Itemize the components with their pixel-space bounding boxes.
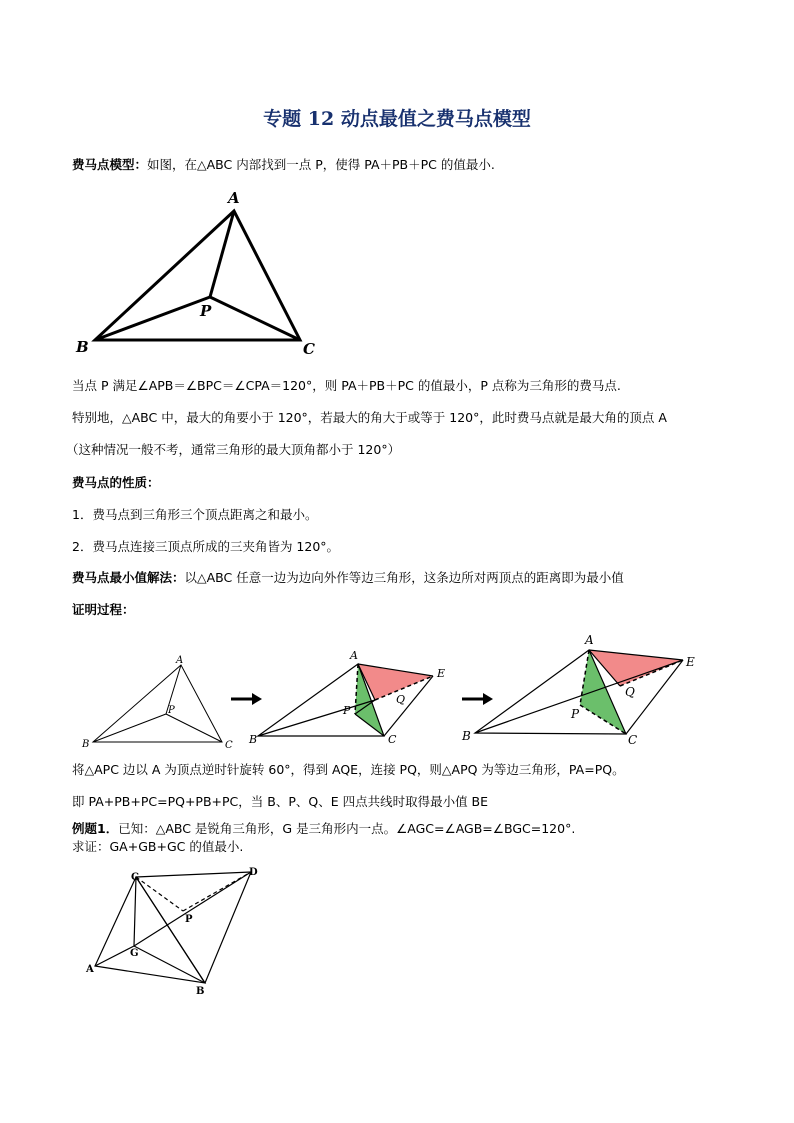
property-item-1: 1．费马点到三角形三个顶点距离之和最小。 <box>72 507 318 522</box>
svg-text:P: P <box>343 704 351 717</box>
segment-pb <box>95 297 210 340</box>
special-case-line: 特别地，△ABC 中，最大的角要小于 120°，若最大的角大于或等于 120°，此时费马点就是最大角的顶点 A <box>72 410 667 425</box>
svg-text:B: B <box>82 739 90 750</box>
label-a: A <box>228 189 240 207</box>
segment-pc <box>210 297 300 340</box>
svg-text:G: G <box>130 948 139 959</box>
arrow-icon-1 <box>231 693 262 705</box>
condition-line: 当点 P 满足∠APB＝∠BPC＝∠CPA＝120°，则 PA＋PB＋PC 的值最小，P 点称为三角形的费马点. <box>72 378 621 393</box>
svg-text:Q: Q <box>396 693 406 706</box>
svg-text:B: B <box>196 986 205 997</box>
proof-figure-b <box>248 649 445 746</box>
example-paragraph <box>72 820 575 838</box>
svg-text:E: E <box>686 655 695 669</box>
note-line: （这种情况一般不考，通常三角形的最大顶角都小于 120°） <box>66 442 401 457</box>
page-title: 专题 12 动点最值之费马点模型 <box>263 108 531 130</box>
svg-text:A: A <box>350 649 358 662</box>
svg-text:P: P <box>185 914 193 925</box>
proof-heading: 证明过程： <box>72 602 135 617</box>
svg-text:E: E <box>437 667 446 680</box>
label-p: P <box>200 302 212 320</box>
svg-text:D: D <box>249 867 258 878</box>
svg-text:C: C <box>131 872 139 883</box>
intro-label: 费马点模型： <box>72 157 148 172</box>
proof-figure-a <box>81 655 233 751</box>
svg-text:A: A <box>86 964 94 975</box>
label-c: C <box>303 340 315 358</box>
svg-text:Q: Q <box>625 685 635 699</box>
svg-text:C: C <box>628 733 638 747</box>
fermat-figure-main <box>0 0 794 370</box>
properties-heading: 费马点的性质： <box>72 475 160 490</box>
example-label: 例题1． <box>72 821 119 836</box>
triangle-abc <box>95 211 300 340</box>
svg-text:B: B <box>462 729 471 743</box>
svg-text:P: P <box>168 705 175 716</box>
example-text: 已知：△ABC 是锐角三角形，G 是三角形内一点。∠AGC=∠AGB=∠BGC=120°. <box>118 821 576 836</box>
triangle-abc-a <box>93 665 222 742</box>
svg-text:C: C <box>388 733 397 746</box>
arrow-icon-2 <box>462 693 493 705</box>
method-text: 以△ABC 任意一边为边向外作等边三角形，这条边所对两顶点的距离即为最小值 <box>184 570 624 585</box>
method-paragraph <box>72 569 624 587</box>
intro-text: 如图，在△ABC 内部找到一点 P，使得 PA＋PB＋PC 的值最小. <box>147 157 495 172</box>
property-item-2: 2．费马点连接三顶点所成的三夹角皆为 120°。 <box>72 539 340 554</box>
svg-text:P: P <box>571 707 580 721</box>
example-prove: 求证：GA+GB+GC 的值最小. <box>72 839 244 854</box>
example-figure <box>0 860 300 1000</box>
proof-line-1: 将△APC 边以 A 为顶点逆时针旋转 60°，得到 AQE，连接 PQ，则△APQ 为等边三角形，PA=PQ。 <box>72 762 625 777</box>
proof-line-2: 即 PA+PB+PC=PQ+PB+PC，当 B、P、Q、E 四点共线时取得最小值 BE <box>72 794 489 809</box>
proof-figure-c <box>461 633 695 747</box>
svg-text:B: B <box>249 733 258 746</box>
svg-text:C: C <box>225 740 233 751</box>
proof-figures <box>0 625 794 760</box>
svg-text:A: A <box>176 655 184 666</box>
method-label: 费马点最小值解法： <box>72 570 185 585</box>
label-b: B <box>76 338 89 356</box>
svg-text:A: A <box>585 633 594 647</box>
